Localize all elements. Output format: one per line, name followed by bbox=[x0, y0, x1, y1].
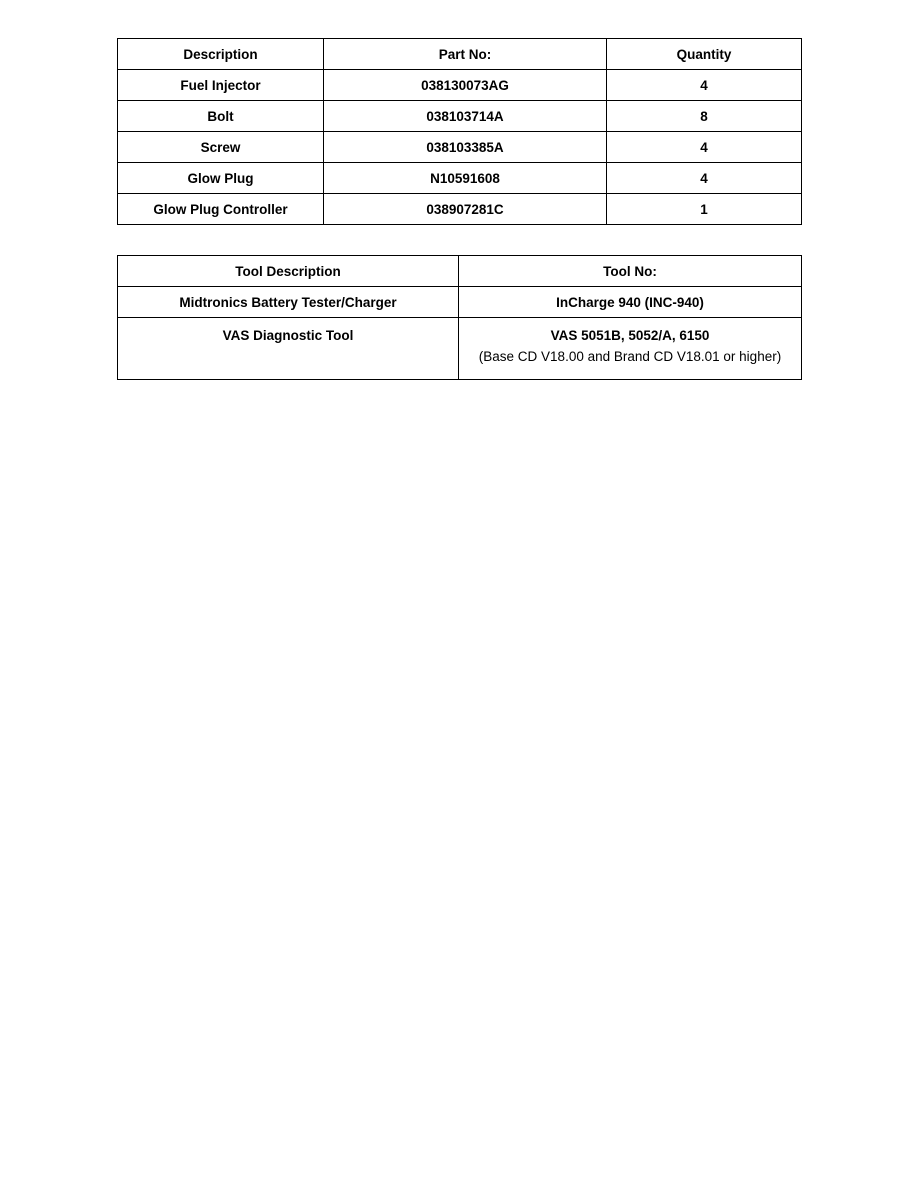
table-row bbox=[118, 132, 802, 163]
part-description: Bolt bbox=[118, 101, 324, 132]
tool-description: VAS Diagnostic Tool bbox=[118, 318, 459, 380]
tool-description: Midtronics Battery Tester/Charger bbox=[118, 287, 459, 318]
tools-table bbox=[117, 255, 802, 380]
part-description: Fuel Injector bbox=[118, 70, 324, 101]
tool-version-note: (Base CD V18.00 and Brand CD V18.01 or higher) bbox=[478, 349, 782, 364]
part-quantity: 1 bbox=[607, 194, 802, 225]
table-row bbox=[118, 101, 802, 132]
part-quantity: 4 bbox=[607, 132, 802, 163]
part-description: Screw bbox=[118, 132, 324, 163]
table-row bbox=[118, 70, 802, 101]
part-description: Glow Plug bbox=[118, 163, 324, 194]
part-quantity: 4 bbox=[607, 70, 802, 101]
table-row bbox=[118, 163, 802, 194]
table-row bbox=[118, 318, 802, 380]
part-number: 038130073AG bbox=[324, 70, 607, 101]
part-quantity: 8 bbox=[607, 101, 802, 132]
tool-number: VAS 5051B, 5052/A, 6150 bbox=[550, 328, 710, 343]
table-row bbox=[118, 287, 802, 318]
parts-header-description: Description bbox=[118, 39, 324, 70]
part-number: N10591608 bbox=[324, 163, 607, 194]
parts-header-quantity: Quantity bbox=[607, 39, 802, 70]
part-number: 038103385A bbox=[324, 132, 607, 163]
parts-header-row bbox=[118, 39, 802, 70]
part-number: 038103714A bbox=[324, 101, 607, 132]
tool-number-cell bbox=[459, 318, 802, 380]
part-description: Glow Plug Controller bbox=[118, 194, 324, 225]
table-row bbox=[118, 194, 802, 225]
tool-number: InCharge 940 (INC-940) bbox=[459, 287, 802, 318]
part-quantity: 4 bbox=[607, 163, 802, 194]
parts-table bbox=[117, 38, 802, 225]
tools-header-description: Tool Description bbox=[118, 256, 459, 287]
part-number: 038907281C bbox=[324, 194, 607, 225]
tools-header-tool-no: Tool No: bbox=[459, 256, 802, 287]
tools-header-row bbox=[118, 256, 802, 287]
parts-header-part-no: Part No: bbox=[324, 39, 607, 70]
